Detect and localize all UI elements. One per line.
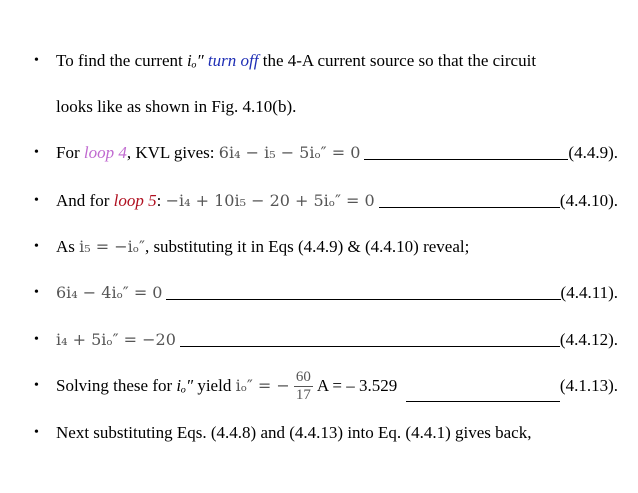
equation-number: (4.4.12). <box>559 330 618 349</box>
variable-io: iₒ″ <box>176 376 194 395</box>
text-segment: looks like as shown in Fig. 4.10(b). <box>56 97 297 116</box>
equation-number: (4.4.9). <box>568 143 618 162</box>
continuation-line <box>56 96 618 118</box>
underline-blank <box>406 387 560 402</box>
fraction-60-17 <box>294 369 313 404</box>
equation-number: (4.4.10). <box>559 191 618 210</box>
bullet-marker: • <box>34 53 39 68</box>
text-segment: , substituting it in Eqs (4.4.9) & (4.4.10) reveal; <box>144 237 470 256</box>
underline-blank <box>180 332 560 347</box>
bullet-line-loop4 <box>34 142 618 164</box>
text-segment: yield <box>193 376 236 395</box>
fraction-denominator: 17 <box>295 386 311 403</box>
equation-4-4-11: 6i₄ − 4iₒ″ = 0 <box>56 283 163 302</box>
underline-blank <box>364 145 568 160</box>
equation-number: (4.1.13). <box>559 376 618 395</box>
bullet-marker: • <box>34 378 39 393</box>
text-segment: Next substituting Eqs. (4.4.8) and (4.4.13) into Eq. (4.4.1) gives back, <box>56 423 532 442</box>
text-segment: Solving these for <box>56 376 177 395</box>
variable-io: iₒ″ <box>187 51 204 70</box>
emphasis-loop-4: loop 4 <box>83 143 127 162</box>
text-segment: , KVL gives: <box>126 143 219 162</box>
equation-4-4-9: 6i₄ − i₅ − 5iₒ″ = 0 <box>218 143 361 162</box>
equation-io-lhs: iₒ″ = − <box>235 376 290 395</box>
bullet-marker: • <box>34 425 39 440</box>
text-segment: To find the current <box>56 51 187 70</box>
bullet-line-substitution <box>34 236 618 258</box>
bullet-marker: • <box>34 285 39 300</box>
equation-i5: i₅ = −iₒ″ <box>79 237 145 256</box>
bullet-line-loop5 <box>34 190 618 212</box>
bullet-line-next <box>34 422 618 444</box>
text-segment: A = – 3.529 <box>316 376 402 395</box>
equation-4-4-10: −i₄ + 10i₅ − 20 + 5iₒ″ = 0 <box>165 191 375 210</box>
bullet-line-solution <box>34 366 618 406</box>
emphasis-loop-5: loop 5 <box>113 191 157 210</box>
text-segment: And for <box>56 191 114 210</box>
text-segment: For <box>56 143 84 162</box>
underline-blank <box>379 193 560 208</box>
text-segment: the 4-A current source so that the circuit <box>258 51 537 70</box>
text-segment: : <box>156 191 166 210</box>
bullet-marker: • <box>34 145 39 160</box>
bullet-marker: • <box>34 193 39 208</box>
bullet-line-1 <box>34 50 618 72</box>
bullet-marker: • <box>34 239 39 254</box>
bullet-line-eq-4-4-11 <box>34 282 618 304</box>
bullet-line-eq-4-4-12 <box>34 329 618 351</box>
equation-4-4-12: i₄ + 5iₒ″ = −20 <box>56 330 176 349</box>
underline-blank <box>166 285 560 300</box>
equation-number: (4.4.11). <box>560 283 618 302</box>
text-segment: As <box>56 237 80 256</box>
bullet-marker: • <box>34 332 39 347</box>
fraction-numerator: 60 <box>295 368 311 385</box>
emphasis-turn-off: turn off <box>207 51 259 70</box>
